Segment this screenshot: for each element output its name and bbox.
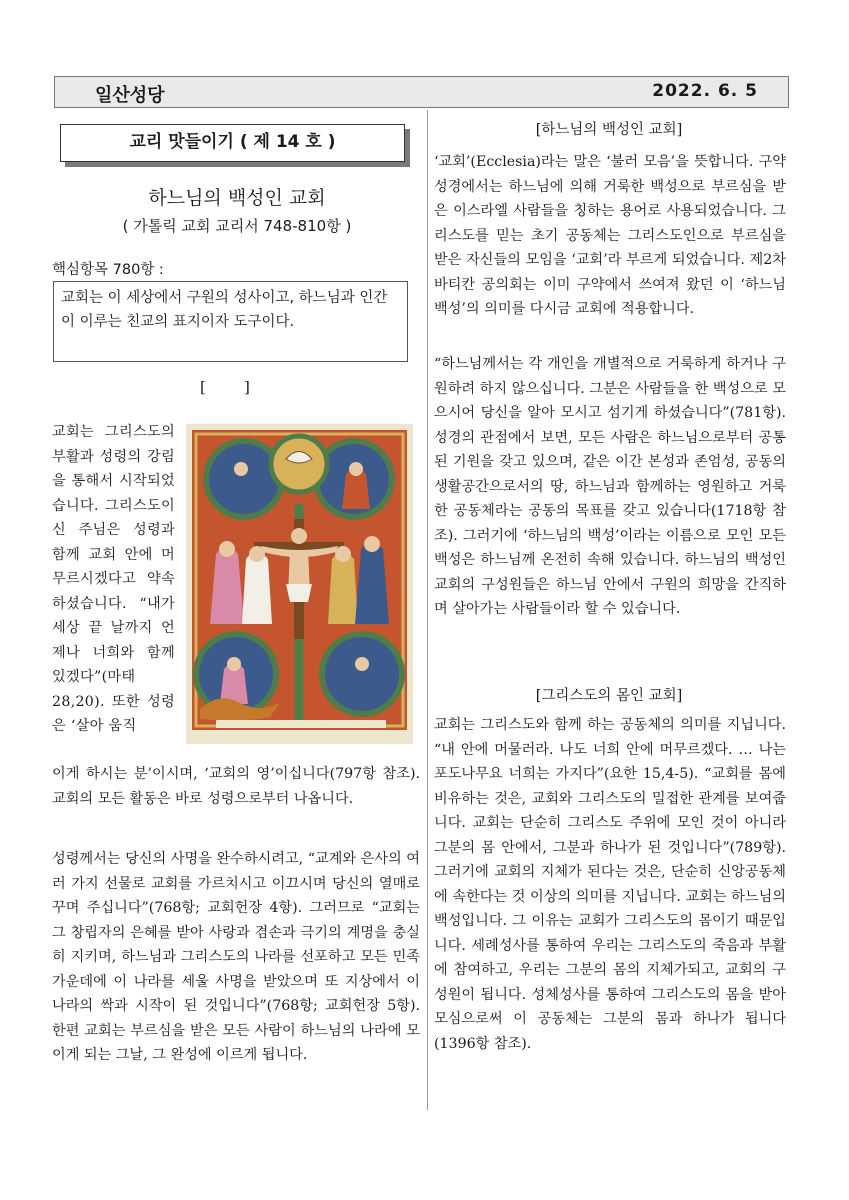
right-heading-2: [그리스도의 몸인 교회] bbox=[535, 688, 683, 704]
right-paragraph-2: “하느님께서는 각 개인을 개별적으로 거룩하게 하거나 구원하려 하지 않으십니다. 그분은 사람들을 한 백성으로 모으시어 당신을 알아 모시고 섬기게 하셨습니다”(781항). 성경의 관점에서 보면, 모든 사람은 하느님으로부터 공통된 기원을 갖고 있으며, 같은 이간 본성과 존엄성, 공동의 생활공간으로서의 땅, 하느님과 함께하는 영원하고 거룩한 공동체라는 공동의 목표를 갖고 있습니다(1718항 참조). 그러기에 ‘하느님의 백성’이라는 이름으로 모인 모든 백성은 하느님께 온전히 속해 있습니다. 하느님의 백성인 교회의 구성원들은 하느님 안에서 구원의 희망을 간직하며 살아가는 사람들이라 할 수 있습니다. bbox=[434, 356, 786, 617]
left-paragraph-side: 교회는 그리스도의 부활과 성령의 강림을 통해서 시작되었습니다. 그리스도이신 주님은 성령과 함께 교회 안에 머무르시겠다고 약속하셨습니다. “내가 세상 끝 날까지 언제나 너희와 함께 있겠다”(마태 28,20). 또한 성령은 ‘살아 움직 bbox=[52, 424, 175, 734]
key-point-label: 핵심항목 780항 : bbox=[52, 262, 164, 278]
right-heading-1: [하느님의 백성인 교회] bbox=[535, 122, 683, 138]
right-paragraph-3: 교회는 그리스도와 함께 하는 공동체의 의미를 지닙니다. “내 안에 머물러라. 나도 너희 안에 머무르겠다. … 나는 포도나무요 너희는 가지다”(요한 15,4-5). “교회를 몸에 비유하는 것은, 교회와 그리스도의 밀접한 관계를 보여줍니다. 교회는 단순히 그리스도 주위에 모인 것이 아니라 그분의 몸 안에서, 그분과 하나가 된 것입니다”(789항). 그러기에 교회의 지체가 된다는 것은, 단순히 신앙공동체에 속한다는 것 이상의 의미를 지닙니다. 교회는 하느님의 백성입니다. 그 이유는 교회가 그리스도의 몸이기 때문입니다. 세례성사를 통하여 우리는 그리스도의 죽음과 부활에 참여하고, 우리는 그분의 몸의 지체가되고, 교회의 구성원이 됩니다. 성체성사를 통하여 그리스도의 몸을 받아 모심으로써 이 공동체는 그분의 몸과 하나가 됩니다(1396항 참조). bbox=[434, 717, 786, 1052]
page-title: 하느님의 백성인 교회 bbox=[148, 187, 326, 209]
header-bar bbox=[54, 76, 789, 108]
manuscript-illustration bbox=[186, 424, 413, 744]
right-paragraph-1: ‘교회’(Ecclesia)라는 말은 ‘불러 모음’을 뜻합니다. 구약성경에서는 하느님에 의해 거룩한 백성으로 부르심을 받은 이스라엘 사람들을 칭하는 용어로 사용되었습니다. 그리스도를 믿는 초기 공동체는 그리스도인으로 부르심을 받은 자신들의 모임을 ‘교회’라 부르게 되었습니다. 제2차 바티칸 공의회는 이미 구약에서 쓰여져 왔던 이 ‘하느님 백성’의 의미를 다시금 교회에 적용합니다. bbox=[434, 154, 786, 317]
page-subtitle: ( 가톨릭 교회 교리서 748-810항 ) bbox=[122, 217, 352, 235]
left-bracket-heading: [ ] bbox=[200, 378, 250, 396]
series-label: 교리 맛들이기 ( 제 14 호 ) bbox=[60, 124, 405, 162]
left-paragraph-2: 성령께서는 당신의 사명을 완수하시려고, “교계와 은사의 여러 가지 선물로 교회를 가르치시고 이끄시며 당신의 열매로 꾸며 주십니다”(768항; 교회헌장 4항). 그러므로 “교회는 그 창립자의 은혜를 받아 사랑과 겸손과 극기의 계명을 충실히 지키며, 하느님과 그리스도의 나라를 선포하고 모든 민족 가운데에 이 나라를 세울 사명을 받았으며 또 지상에서 이 나라의 싹과 시작이 된 것입니다”(768항; 교회헌장 5항). 한편 교회는 부르심을 받은 모든 사람이 하느님의 나라에 모이게 되는 그날, 그 완성에 이르게 됩니다. bbox=[52, 851, 420, 1063]
left-paragraph-continued: 이게 하시는 분’이시며, ‘교회의 영’이십니다(797항 참조). 교회의 모든 활동은 바로 성령으로부터 나옵니다. bbox=[52, 766, 420, 807]
issue-date: 2022. 6. 5 bbox=[652, 81, 758, 101]
column-divider bbox=[427, 110, 428, 1110]
parish-name: 일산성당 bbox=[95, 85, 165, 106]
key-point-box: 교회는 이 세상에서 구원의 성사이고, 하느님과 인간이 이루는 친교의 표지이자 도구이다. bbox=[53, 281, 408, 362]
